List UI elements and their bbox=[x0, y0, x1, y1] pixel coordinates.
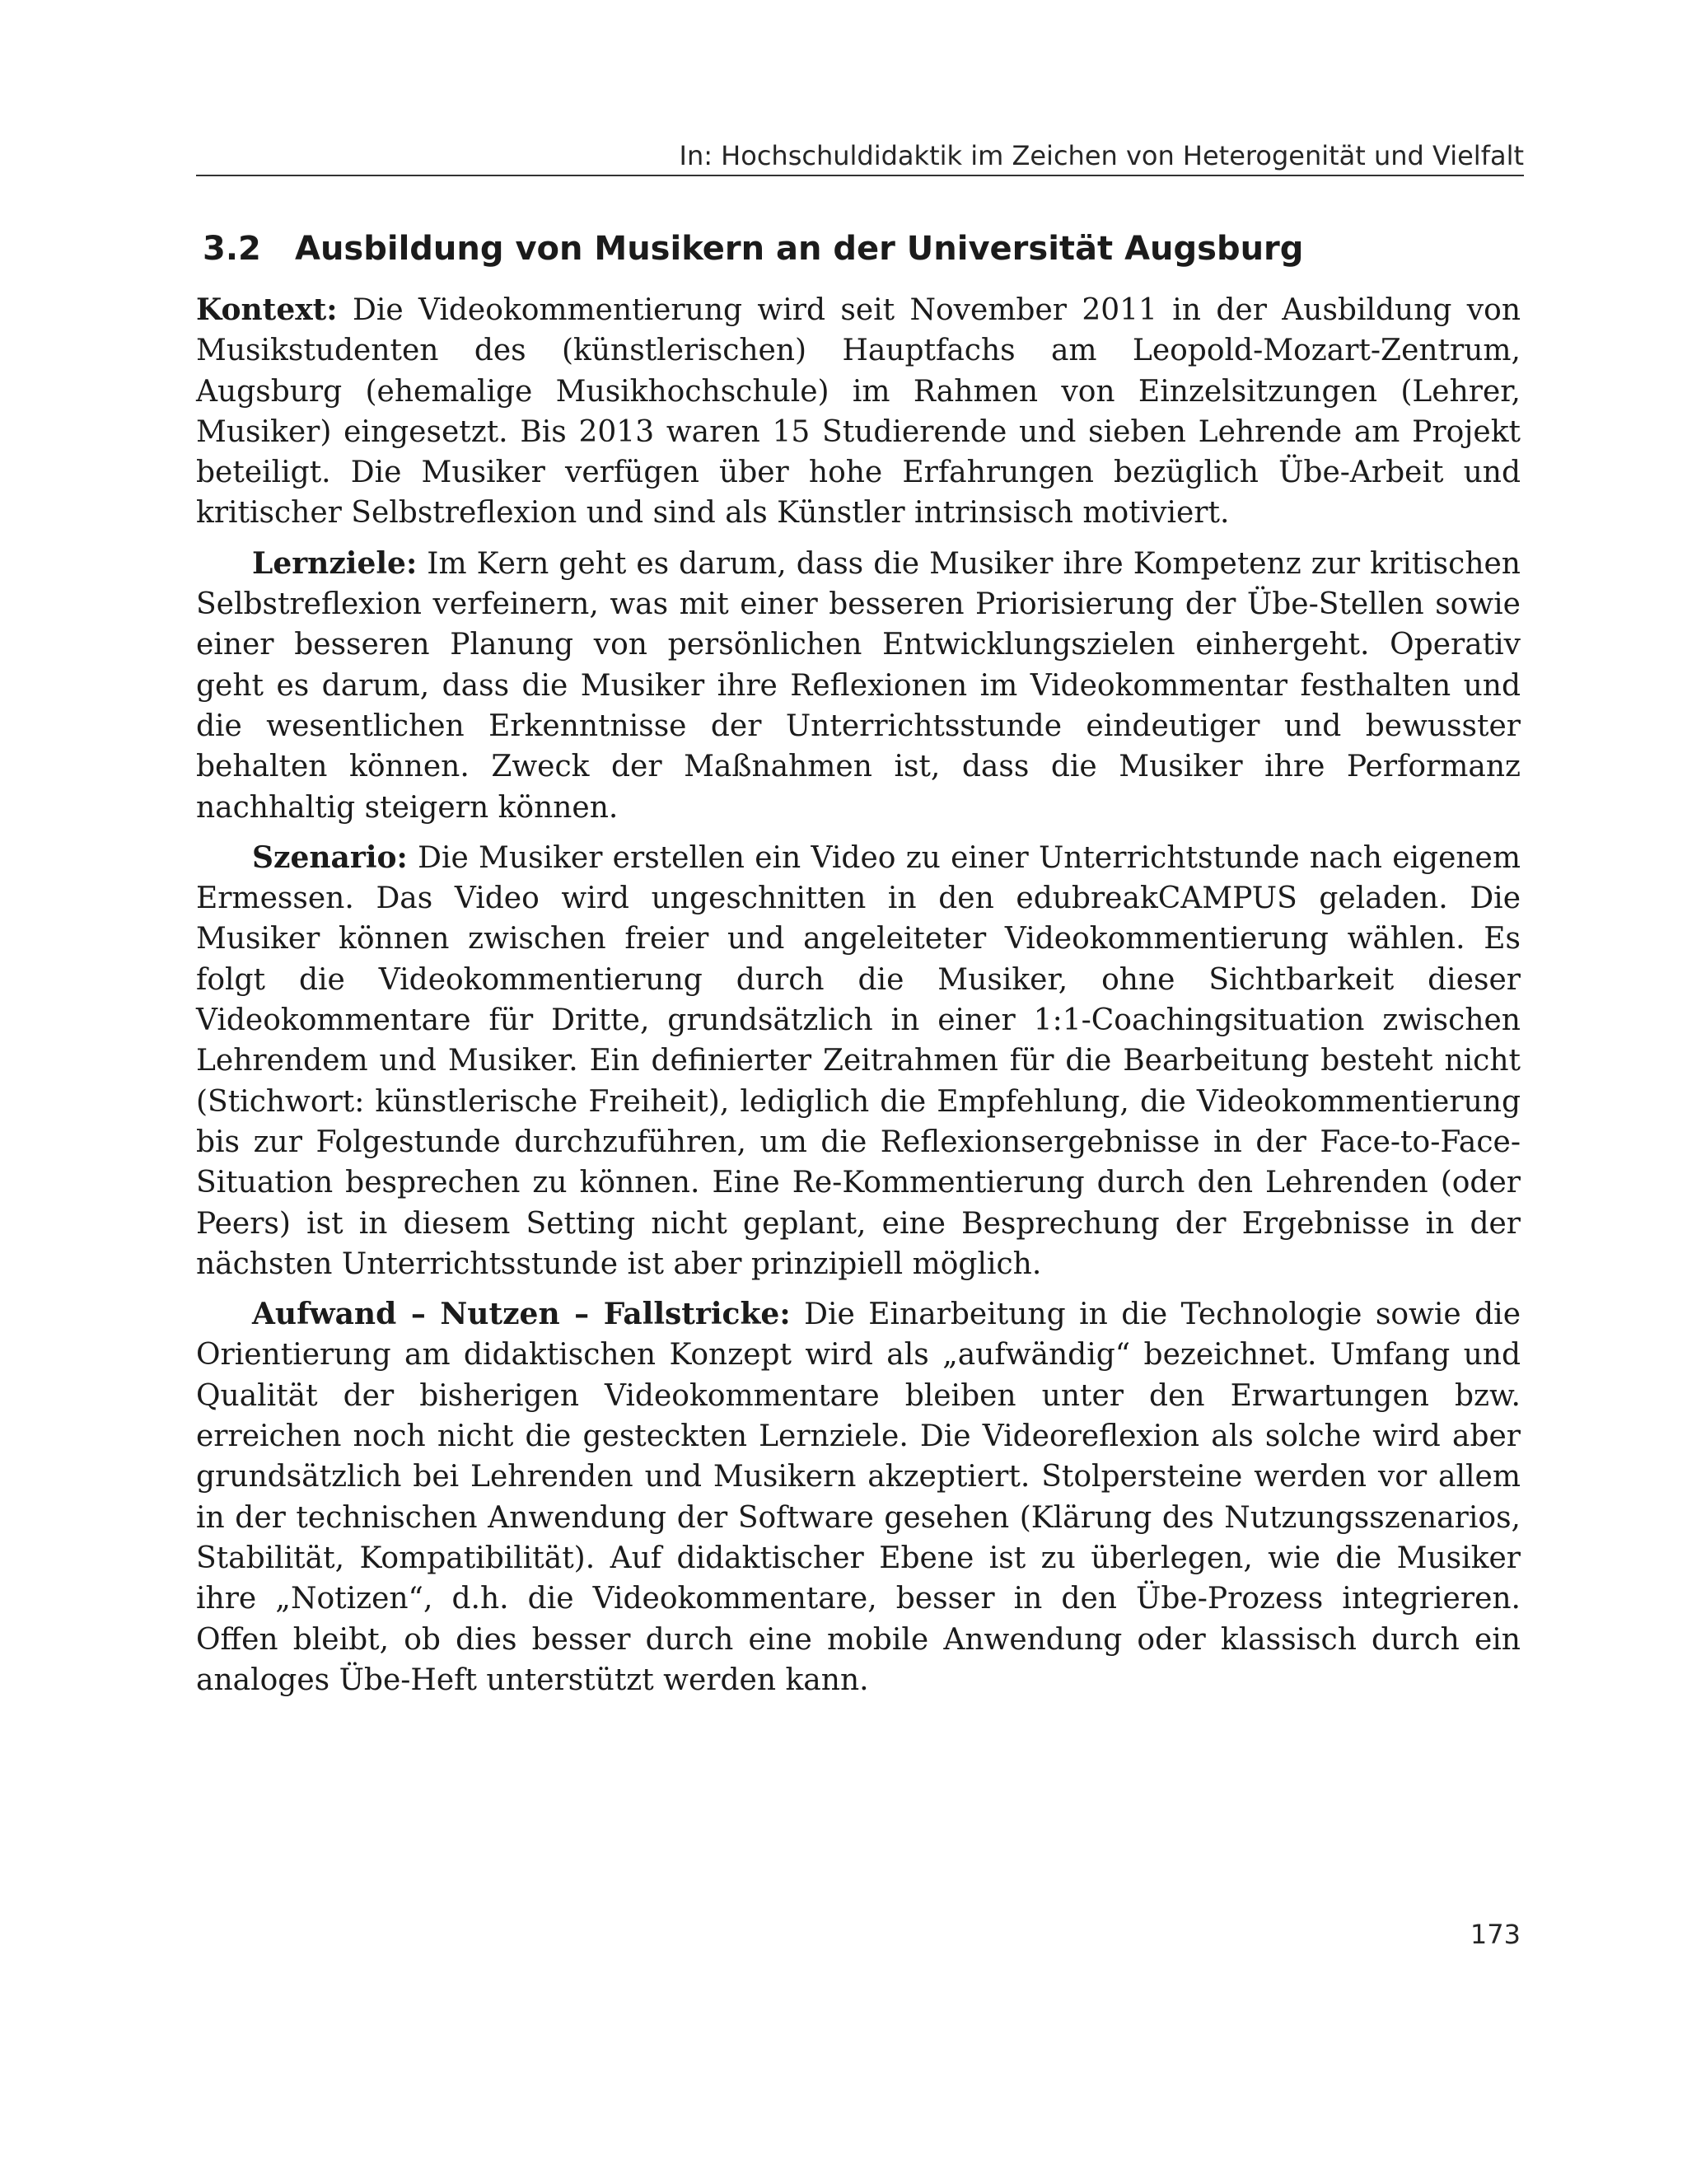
paragraph-label: Lernziele: bbox=[252, 545, 418, 581]
section-number: 3.2 bbox=[203, 230, 261, 268]
page-number: 173 bbox=[1470, 1919, 1521, 1950]
paragraph-aufwand bbox=[196, 1294, 1521, 1700]
paragraph-label: Kontext: bbox=[196, 292, 338, 327]
paragraph-szenario bbox=[196, 838, 1521, 1284]
paragraph-text: Im Kern geht es darum, dass die Musiker ihre Kompetenz zur kritischen Selbstreflexion verfeinern, was mit einer besseren Priorisierung der Übe-Stellen sowie einer besseren Planung von persönlichen Entwicklungszielen einhergeht. Operativ geht es darum, dass die Musiker ihre Reflexionen im Videokommentar festhalten und die wesentlichen Erkenntnisse der Unterrichtsstunde eindeutiger und bewusster behalten können. Zweck der Maßnahmen ist, dass die Musiker ihre Performanz nachhaltig steigern können. bbox=[196, 546, 1521, 825]
header-rule bbox=[196, 175, 1524, 176]
paragraph-text: Die Videokommentierung wird seit November 2011 in der Ausbildung von Musikstudenten des (künstlerischen) Hauptfachs am Leopold-Mozart-Zentrum, Augsburg (ehemalige Musikhochschule) im Rahmen von Einzelsitzungen (Lehrer, Musiker) eingesetzt. Bis 2013 waren 15 Studierende und sieben Lehrende am Projekt beteiligt. Die Musiker verfügen über hohe Erfahrungen bezüglich Übe-Arbeit und kritischer Selbstreflexion und sind als Künstler intrinsisch motiviert. bbox=[196, 293, 1521, 531]
paragraph-kontext bbox=[196, 290, 1521, 534]
paragraph-text: Die Musiker erstellen ein Video zu einer Unterrichtstunde nach eigenem Ermessen. Das Video wird ungeschnitten in den edubreakCAMPUS geladen. Die Musiker können zwischen freier und angeleiteter Videokommentierung wählen. Es folgt die Videokommentierung durch die Musiker, ohne Sichtbarkeit dieser Videokommentare für Dritte, grundsätzlich in einer 1:1-Coachingsituation zwischen Lehrendem und Musiker. Ein definierter Zeitrahmen für die Bearbeitung besteht nicht (Stichwort: künstlerische Freiheit), lediglich die Empfehlung, die Videokommentierung bis zur Folgestunde durchzuführen, um die Reflexionsergebnisse in der Face-to-Face-Situation besprechen zu können. Eine Re-Kommentierung durch den Lehrenden (oder Peers) ist in diesem Setting nicht geplant, eine Besprechung der Ergebnisse in der nächsten Unterrichtsstunde ist aber prinzipiell möglich. bbox=[196, 840, 1521, 1281]
paragraph-label: Aufwand – Nutzen – Fallstricke: bbox=[252, 1297, 791, 1332]
paragraph-lernziele bbox=[196, 544, 1521, 828]
running-header: In: Hochschuldidaktik im Zeichen von Heterogenität und Vielfalt bbox=[679, 140, 1524, 171]
body-text bbox=[196, 290, 1521, 1700]
paragraph-text: Die Einarbeitung in die Technologie sowie die Orientierung am didaktischen Konzept wird als „aufwändig“ bezeichnet. Umfang und Qualität der bisherigen Videokommentare bleiben unter den Erwartungen bzw. erreichen noch nicht die gesteckten Lernziele. Die Videoreflexion als solche wird aber grundsätzlich bei Lehrenden und Musikern akzeptiert. Stolpersteine werden vor allem in der technischen Anwendung der Software gesehen (Klärung des Nutzungsszenarios, Stabilität, Kompatibilität). Auf didaktischer Ebene ist zu überlegen, wie die Musiker ihre „Notizen“, d.h. die Videokommentare, besser in den Übe-Prozess integrieren. Offen bleibt, ob dies besser durch eine mobile Anwendung oder klassisch durch ein analoges Übe-Heft unterstützt werden kann. bbox=[196, 1298, 1521, 1697]
section-title: Ausbildung von Musikern an der Universität Augsburg bbox=[295, 230, 1304, 268]
paragraph-label: Szenario: bbox=[252, 839, 408, 875]
section-heading bbox=[203, 226, 1521, 272]
